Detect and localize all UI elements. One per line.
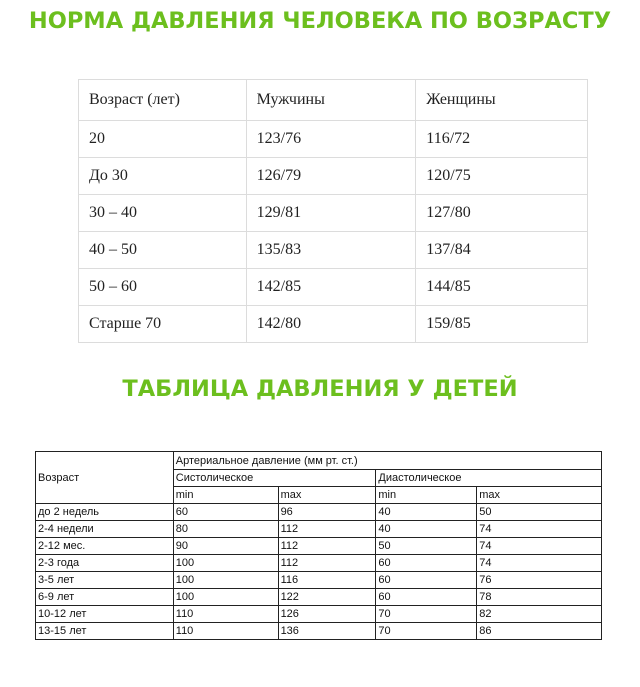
table-row <box>36 504 602 521</box>
cell-age: 10-12 лет <box>36 606 174 623</box>
header-diastolic-min: min <box>376 487 477 504</box>
cell-age: до 2 недель <box>36 504 174 521</box>
cell-age: 50 – 60 <box>79 269 247 306</box>
table-row <box>79 232 588 269</box>
cell-age: 30 – 40 <box>79 195 247 232</box>
cell-men: 129/81 <box>246 195 416 232</box>
cell-age: 6-9 лет <box>36 589 174 606</box>
header-systolic-max: max <box>278 487 376 504</box>
header-diastolic-max: max <box>477 487 602 504</box>
cell-systolic-min: 110 <box>173 623 278 640</box>
cell-diastolic-min: 40 <box>376 521 477 538</box>
cell-systolic-max: 112 <box>278 538 376 555</box>
cell-women: 116/72 <box>416 121 588 158</box>
cell-men: 123/76 <box>246 121 416 158</box>
cell-diastolic-min: 60 <box>376 555 477 572</box>
cell-systolic-min: 110 <box>173 606 278 623</box>
cell-diastolic-min: 60 <box>376 572 477 589</box>
cell-men: 135/83 <box>246 232 416 269</box>
cell-women: 127/80 <box>416 195 588 232</box>
cell-men: 142/80 <box>246 306 416 343</box>
table-row <box>79 121 588 158</box>
table-row <box>36 623 602 640</box>
cell-age: 2-4 недели <box>36 521 174 538</box>
cell-systolic-max: 116 <box>278 572 376 589</box>
header-age: Возраст (лет) <box>79 80 247 121</box>
cell-systolic-max: 122 <box>278 589 376 606</box>
table-row <box>36 521 602 538</box>
table-row <box>79 158 588 195</box>
cell-diastolic-min: 60 <box>376 589 477 606</box>
cell-age: 3-5 лет <box>36 572 174 589</box>
cell-diastolic-max: 76 <box>477 572 602 589</box>
cell-men: 142/85 <box>246 269 416 306</box>
cell-age: 40 – 50 <box>79 232 247 269</box>
table-row <box>36 572 602 589</box>
cell-systolic-max: 112 <box>278 521 376 538</box>
cell-systolic-min: 100 <box>173 572 278 589</box>
header-age: Возраст <box>36 452 174 504</box>
children-pressure-table <box>35 451 602 640</box>
table-row <box>36 538 602 555</box>
cell-systolic-max: 136 <box>278 623 376 640</box>
cell-age: Старше 70 <box>79 306 247 343</box>
cell-age: До 30 <box>79 158 247 195</box>
table-row <box>36 589 602 606</box>
cell-diastolic-min: 40 <box>376 504 477 521</box>
cell-systolic-min: 90 <box>173 538 278 555</box>
cell-age: 13-15 лет <box>36 623 174 640</box>
cell-women: 137/84 <box>416 232 588 269</box>
cell-diastolic-min: 50 <box>376 538 477 555</box>
adult-pressure-table <box>78 79 588 343</box>
table-row <box>79 269 588 306</box>
cell-diastolic-max: 86 <box>477 623 602 640</box>
cell-diastolic-max: 74 <box>477 521 602 538</box>
children-table-title: ТАБЛИЦА ДАВЛЕНИЯ У ДЕТЕЙ <box>122 376 518 402</box>
cell-women: 159/85 <box>416 306 588 343</box>
cell-systolic-min: 100 <box>173 555 278 572</box>
cell-age: 2-3 года <box>36 555 174 572</box>
table-row <box>79 195 588 232</box>
cell-systolic-max: 96 <box>278 504 376 521</box>
cell-diastolic-max: 50 <box>477 504 602 521</box>
kids-header-row-1 <box>36 452 602 470</box>
cell-systolic-max: 112 <box>278 555 376 572</box>
cell-women: 120/75 <box>416 158 588 195</box>
cell-age: 20 <box>79 121 247 158</box>
cell-diastolic-max: 74 <box>477 538 602 555</box>
cell-diastolic-min: 70 <box>376 606 477 623</box>
cell-diastolic-max: 82 <box>477 606 602 623</box>
table-row <box>36 555 602 572</box>
header-systolic: Систолическое <box>173 470 376 487</box>
cell-systolic-min: 100 <box>173 589 278 606</box>
header-systolic-min: min <box>173 487 278 504</box>
header-pressure: Артериальное давление (мм рт. ст.) <box>173 452 601 470</box>
cell-systolic-min: 60 <box>173 504 278 521</box>
table-row <box>36 606 602 623</box>
header-women: Женщины <box>416 80 588 121</box>
table-row <box>79 306 588 343</box>
cell-diastolic-min: 70 <box>376 623 477 640</box>
cell-diastolic-max: 74 <box>477 555 602 572</box>
cell-systolic-min: 80 <box>173 521 278 538</box>
adult-header-row <box>79 80 588 121</box>
cell-systolic-max: 126 <box>278 606 376 623</box>
cell-women: 144/85 <box>416 269 588 306</box>
cell-diastolic-max: 78 <box>477 589 602 606</box>
cell-men: 126/79 <box>246 158 416 195</box>
header-men: Мужчины <box>246 80 416 121</box>
cell-age: 2-12 мес. <box>36 538 174 555</box>
adult-table-title: НОРМА ДАВЛЕНИЯ ЧЕЛОВЕКА ПО ВОЗРАСТУ <box>28 8 612 34</box>
header-diastolic: Диастолическое <box>376 470 602 487</box>
